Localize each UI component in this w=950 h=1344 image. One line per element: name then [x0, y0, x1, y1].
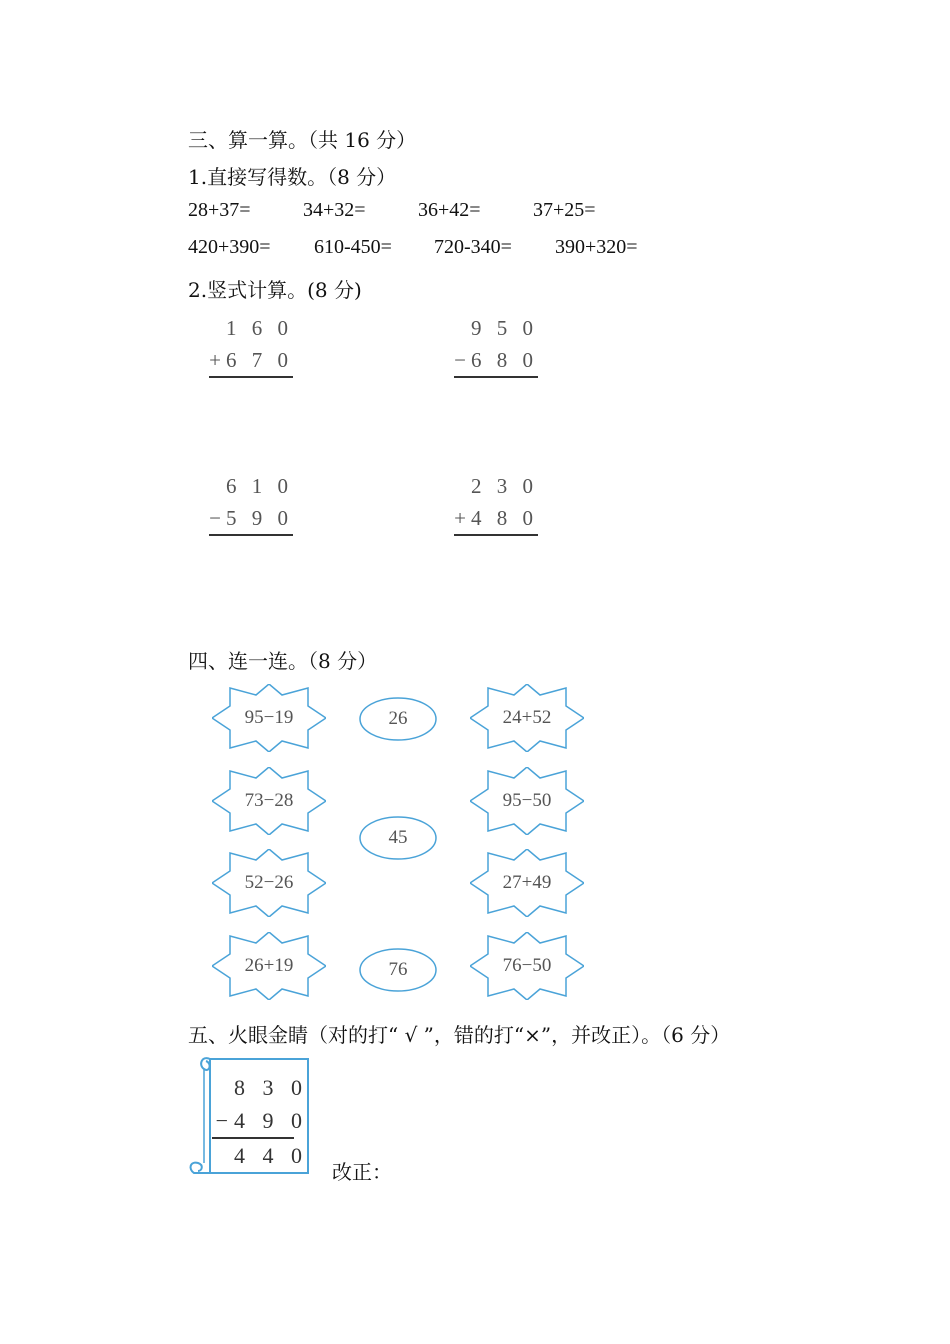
oval-label: 76 [388, 959, 408, 980]
section5-title: 五、火眼金睛（对的打“ √ ”，错的打“×”，并改正）。（6 分） [188, 1023, 731, 1047]
star-label: 95−19 [244, 707, 294, 728]
star-label: 73−28 [244, 790, 294, 811]
star-card-right[interactable] [470, 684, 584, 752]
star-card-right[interactable] [470, 849, 584, 917]
part2-title: 2.竖式计算。(8 分) [188, 278, 362, 302]
oval-answer[interactable] [358, 947, 438, 993]
bottom-number: −6 8 0 [454, 344, 538, 378]
oval-answer[interactable] [358, 696, 438, 742]
equation: 37+25= [533, 199, 596, 221]
star-card-left[interactable] [212, 767, 326, 835]
correction-label: 改正： [332, 1160, 392, 1184]
oval-label: 26 [388, 708, 408, 729]
star-label: 24+52 [502, 707, 552, 728]
equation: 28+37= [188, 199, 251, 221]
vertical-problem [209, 312, 293, 378]
equation: 390+320= [555, 236, 638, 258]
top-number: 6 1 0 [226, 474, 293, 498]
scroll-problem [188, 1053, 312, 1179]
equation: 420+390= [188, 236, 271, 258]
scroll-top-number: 8 3 0 [234, 1075, 308, 1100]
star-card-left[interactable] [212, 932, 326, 1000]
oval-label: 45 [388, 827, 408, 848]
bottom-number: +6 7 0 [209, 344, 293, 378]
top-number: 1 6 0 [226, 316, 293, 340]
oval-answer[interactable] [358, 815, 438, 861]
scroll-result: 4 4 0 [234, 1143, 308, 1168]
equation: 610-450= [314, 236, 392, 258]
star-card-left[interactable] [212, 684, 326, 752]
equation: 36+42= [418, 199, 481, 221]
bottom-number: +4 8 0 [454, 502, 538, 536]
bottom-number: −5 9 0 [209, 502, 293, 536]
star-card-right[interactable] [470, 767, 584, 835]
vertical-problem [454, 470, 538, 536]
section4-title: 四、连一连。（8 分） [188, 649, 378, 673]
scroll-bottom-number: −4 9 0 [215, 1108, 308, 1133]
section3-title: 三、算一算。（共 16 分） [188, 128, 417, 152]
vertical-problem [454, 312, 538, 378]
equation: 720-340= [434, 236, 512, 258]
part1-title: 1.直接写得数。（8 分） [188, 165, 397, 189]
star-label: 27+49 [502, 872, 552, 893]
equation: 34+32= [303, 199, 366, 221]
star-label: 76−50 [502, 955, 552, 976]
top-number: 2 3 0 [471, 474, 538, 498]
top-number: 9 5 0 [471, 316, 538, 340]
vertical-problem [209, 470, 293, 536]
star-label: 52−26 [244, 872, 294, 893]
star-card-right[interactable] [470, 932, 584, 1000]
star-label: 26+19 [244, 955, 294, 976]
star-card-left[interactable] [212, 849, 326, 917]
star-label: 95−50 [502, 790, 552, 811]
